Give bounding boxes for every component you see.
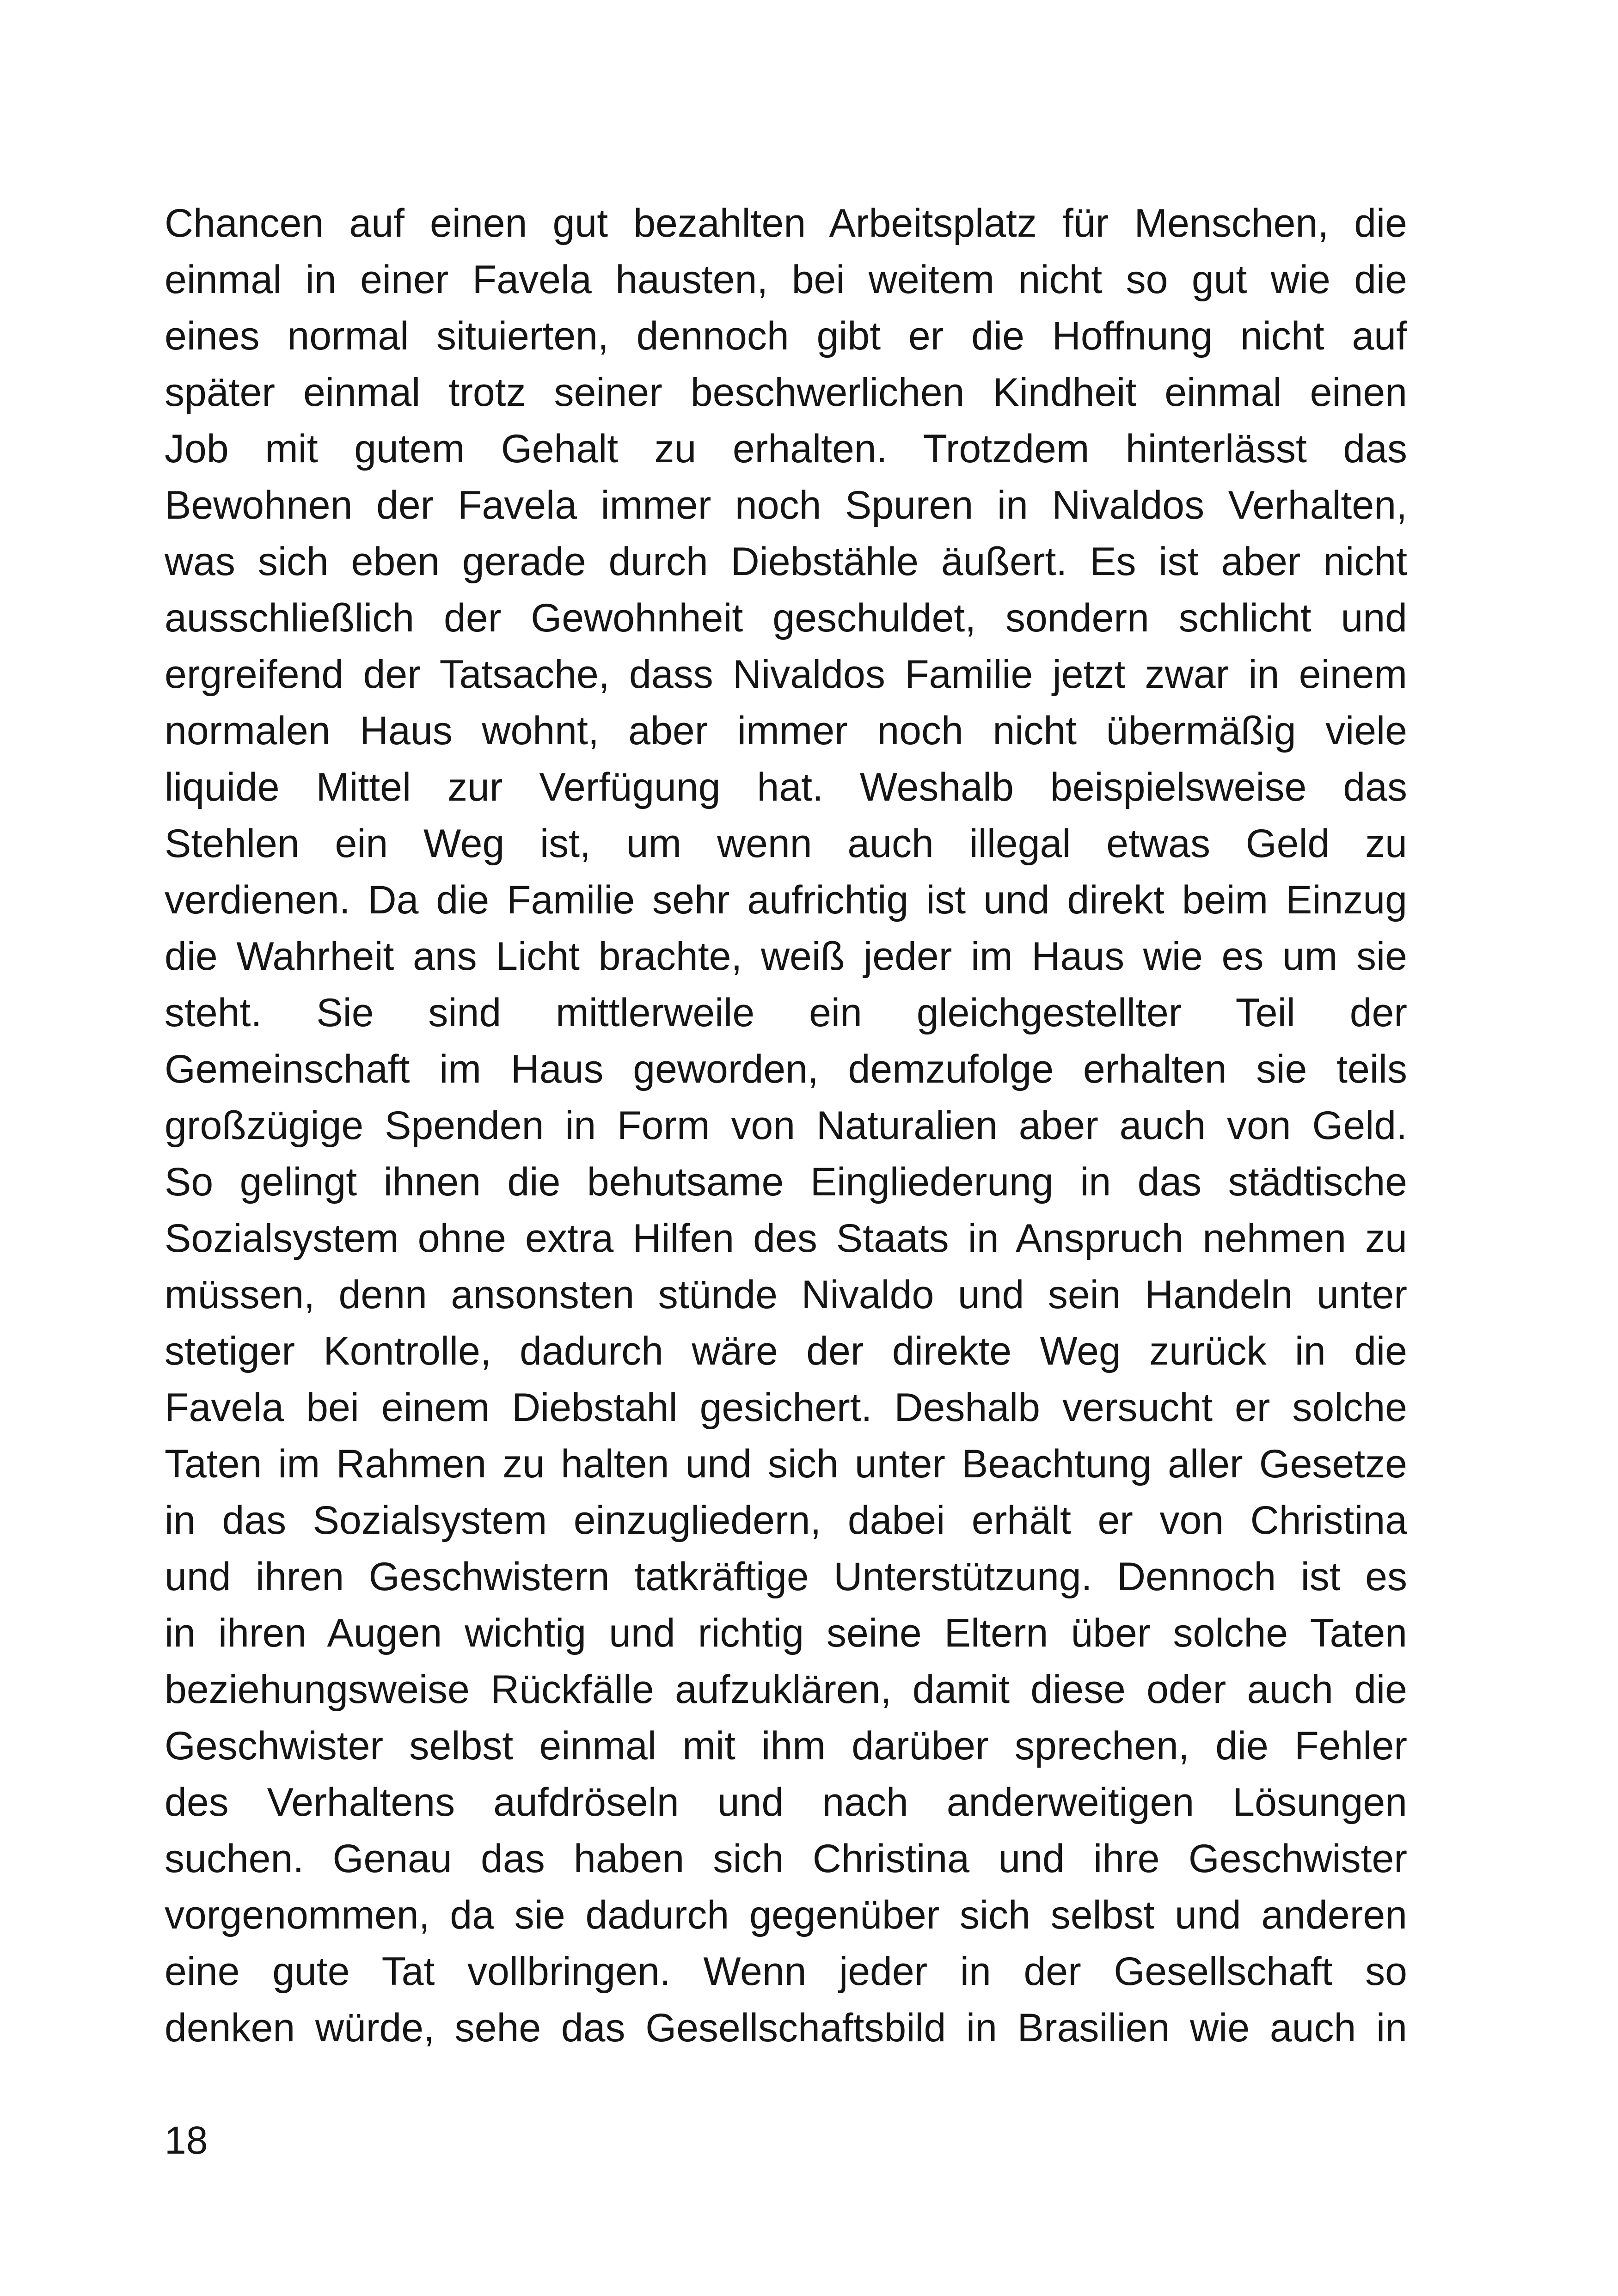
text-line: Taten im Rahmen zu halten und sich unter Beachtung aller Gesetze [165, 1442, 1407, 1486]
text-line: verdienen. Da die Familie sehr aufrichtig ist und direkt beim Einzug [165, 878, 1407, 922]
text-line: eine gute Tat vollbringen. Wenn jeder in der Gesellschaft so [165, 1949, 1407, 1994]
text-line: und ihren Geschwistern tatkräftige Unterstützung. Dennoch ist es [165, 1555, 1407, 1599]
text-line: in ihren Augen wichtig und richtig seine Eltern über solche Taten [165, 1611, 1407, 1655]
text-line: die Wahrheit ans Licht brachte, weiß jeder im Haus wie es um sie [165, 934, 1407, 979]
text-line: Chancen auf einen gut bezahlten Arbeitsplatz für Menschen, die [165, 201, 1407, 245]
text-line: Geschwister selbst einmal mit ihm darüber sprechen, die Fehler [165, 1724, 1407, 1768]
text-line: stetiger Kontrolle, dadurch wäre der direkte Weg zurück in die [165, 1329, 1407, 1373]
text-line: beziehungsweise Rückfälle aufzuklären, damit diese oder auch die [165, 1667, 1407, 1712]
page-number: 18 [165, 2118, 208, 2162]
text-line: vorgenommen, da sie dadurch gegenüber sich selbst und anderen [165, 1893, 1407, 1937]
text-line: einmal in einer Favela hausten, bei weitem nicht so gut wie die [165, 257, 1407, 302]
text-line: normalen Haus wohnt, aber immer noch nicht übermäßig viele [165, 709, 1407, 753]
text-line: Bewohnen der Favela immer noch Spuren in Nivaldos Verhalten, [165, 483, 1407, 527]
text-line: Stehlen ein Weg ist, um wenn auch illegal etwas Geld zu [165, 821, 1407, 866]
text-line: Sozialsystem ohne extra Hilfen des Staats in Anspruch nehmen zu [165, 1216, 1407, 1261]
text-line: steht. Sie sind mittlerweile ein gleichgestellter Teil der [165, 991, 1407, 1035]
text-line: in das Sozialsystem einzugliedern, dabei erhält er von Christina [165, 1498, 1407, 1543]
text-line: Job mit gutem Gehalt zu erhalten. Trotzdem hinterlässt das [165, 427, 1407, 471]
text-line: was sich eben gerade durch Diebstähle äußert. Es ist aber nicht [165, 539, 1407, 584]
text-line: ausschließlich der Gewohnheit geschuldet, sondern schlicht und [165, 596, 1407, 640]
text-line: später einmal trotz seiner beschwerlichen Kindheit einmal einen [165, 370, 1407, 415]
text-line: Gemeinschaft im Haus geworden, demzufolge erhalten sie teils [165, 1047, 1407, 1091]
text-line: großzügige Spenden in Form von Naturalien aber auch von Geld. [165, 1103, 1407, 1148]
text-line: eines normal situierten, dennoch gibt er die Hoffnung nicht auf [165, 314, 1407, 358]
text-line: Favela bei einem Diebstahl gesichert. Deshalb versucht er solche [165, 1385, 1407, 1430]
body-text [165, 195, 1407, 2056]
text-line: So gelingt ihnen die behutsame Eingliederung in das städtische [165, 1160, 1407, 1204]
text-line: liquide Mittel zur Verfügung hat. Weshalb beispielsweise das [165, 765, 1407, 809]
text-line: müssen, denn ansonsten stünde Nivaldo und sein Handeln unter [165, 1273, 1407, 1317]
text-line: suchen. Genau das haben sich Christina und ihre Geschwister [165, 1837, 1407, 1881]
text-line: denken würde, sehe das Gesellschaftsbild in Brasilien wie auch in [165, 2006, 1407, 2050]
text-line: ergreifend der Tatsache, dass Nivaldos Familie jetzt zwar in einem [165, 652, 1407, 697]
text-line: des Verhaltens aufdröseln und nach anderweitigen Lösungen [165, 1780, 1407, 1825]
